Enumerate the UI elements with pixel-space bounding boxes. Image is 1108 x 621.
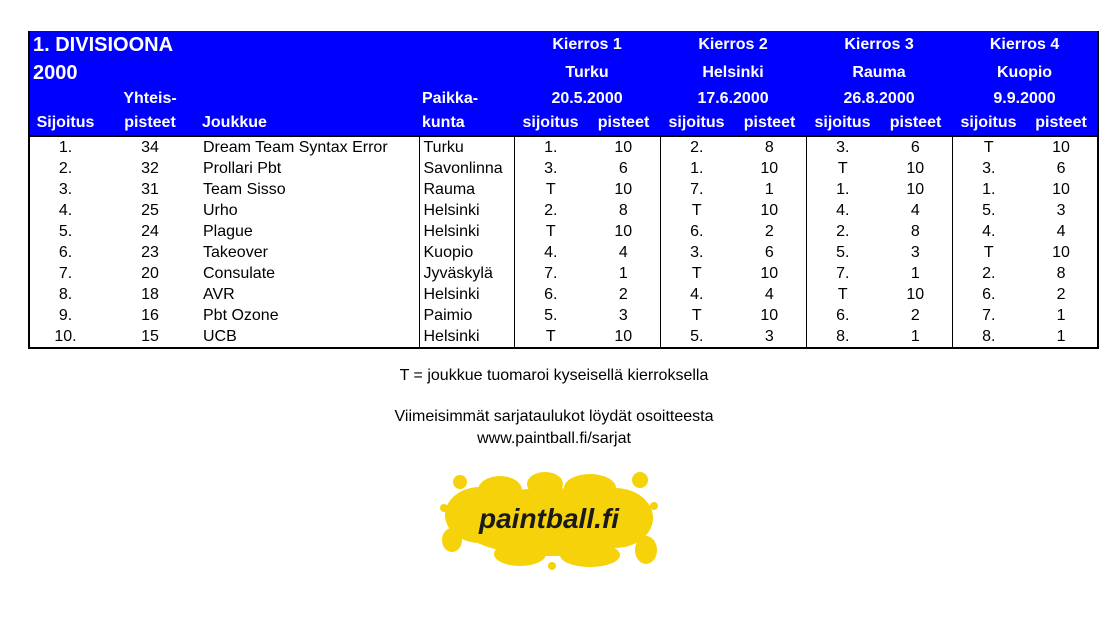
row-city: Helsinki bbox=[419, 326, 514, 348]
row-total-points: 18 bbox=[141, 285, 159, 303]
round-2-date: 17.6.2000 bbox=[660, 87, 806, 111]
row-round-4-rank: 7. bbox=[952, 305, 1025, 326]
row-round-3-points: 6 bbox=[879, 136, 952, 158]
row-round-1-points: 3 bbox=[618, 306, 628, 324]
row-round-4-rank: 3. bbox=[952, 158, 1025, 179]
round-2-sub-points: pisteet bbox=[733, 111, 806, 136]
row-round-3-points: 3 bbox=[910, 243, 920, 261]
row-rank: 1. bbox=[29, 136, 101, 158]
col-team: Joukkue bbox=[199, 111, 419, 136]
row-rank: 4. bbox=[58, 201, 73, 219]
row-round-3-rank: 5. bbox=[806, 242, 879, 263]
row-team: UCB bbox=[203, 327, 237, 345]
row-round-1-points: 1 bbox=[618, 264, 628, 282]
row-round-1-rank: 2. bbox=[514, 200, 587, 221]
row-round-3-points: 10 bbox=[906, 180, 925, 198]
row-round-4-rank: 6. bbox=[952, 284, 1025, 305]
col-city-bottom: kunta bbox=[419, 111, 514, 136]
table-row bbox=[29, 179, 1098, 200]
row-round-4-rank: 1. bbox=[952, 179, 1025, 200]
row-team: Takeover bbox=[203, 243, 268, 261]
round-3-name: Kierros 3 bbox=[806, 31, 952, 59]
row-round-4-rank: 8. bbox=[952, 326, 1025, 348]
row-total-points: 34 bbox=[101, 136, 199, 158]
row-round-2-rank: 4. bbox=[660, 284, 733, 305]
row-total-points: 16 bbox=[141, 306, 159, 324]
table-row bbox=[29, 136, 1098, 158]
row-round-1-points: 8 bbox=[618, 201, 628, 219]
row-team: Plague bbox=[203, 222, 253, 240]
row-city: Rauma bbox=[419, 179, 514, 200]
row-round-3-rank: 8. bbox=[806, 326, 879, 348]
row-team: AVR bbox=[203, 285, 235, 303]
season-year: 2000 bbox=[29, 59, 514, 87]
row-round-2-rank: 2. bbox=[660, 136, 733, 158]
latest-tables-text: Viimeisimmät sarjataulukot löydät osoitteesta bbox=[394, 408, 714, 425]
table-row bbox=[29, 242, 1098, 263]
row-round-3-points: 1 bbox=[910, 327, 920, 345]
table-header bbox=[29, 31, 1098, 136]
latest-tables-link[interactable]: www.paintball.fi/sarjat bbox=[477, 430, 631, 447]
row-round-2-points: 10 bbox=[760, 159, 779, 177]
row-round-2-rank: 1. bbox=[660, 158, 733, 179]
row-round-1-rank: 3. bbox=[514, 158, 587, 179]
row-city: Paimio bbox=[419, 305, 514, 326]
row-city: Helsinki bbox=[419, 200, 514, 221]
row-round-3-rank: 6. bbox=[806, 305, 879, 326]
row-round-4-points: 10 bbox=[1052, 243, 1070, 261]
row-city: Kuopio bbox=[419, 242, 514, 263]
row-round-4-rank: 5. bbox=[952, 200, 1025, 221]
round-2-sub-rank: sijoitus bbox=[660, 111, 733, 136]
round-4-name: Kierros 4 bbox=[952, 31, 1098, 59]
row-rank: 5. bbox=[58, 222, 73, 240]
table-row bbox=[29, 326, 1098, 348]
row-round-4-rank: T bbox=[952, 242, 1025, 263]
round-2-name: Kierros 2 bbox=[660, 31, 806, 59]
row-city: Turku bbox=[419, 136, 514, 158]
row-team: Pbt Ozone bbox=[203, 306, 279, 324]
round-1-date: 20.5.2000 bbox=[514, 87, 660, 111]
division-title: 1. DIVISIOONA bbox=[29, 31, 514, 59]
row-round-4-points: 3 bbox=[1056, 201, 1066, 219]
table-row bbox=[29, 263, 1098, 284]
round-4-sub-points: pisteet bbox=[1025, 111, 1098, 136]
row-team: Dream Team Syntax Error bbox=[199, 136, 419, 158]
row-team: Prollari Pbt bbox=[203, 159, 282, 177]
row-round-2-rank: T bbox=[660, 200, 733, 221]
table-row bbox=[29, 284, 1098, 305]
header-row-1 bbox=[29, 31, 1098, 59]
round-4-city: Kuopio bbox=[952, 59, 1098, 87]
row-round-3-rank: T bbox=[806, 284, 879, 305]
row-round-4-points: 8 bbox=[1056, 264, 1066, 282]
row-round-1-points: 2 bbox=[618, 285, 628, 303]
row-round-3-points: 2 bbox=[910, 306, 920, 324]
row-round-1-points: 10 bbox=[614, 222, 633, 240]
row-round-1-rank: 7. bbox=[514, 263, 587, 284]
round-4-sub-rank: sijoitus bbox=[952, 111, 1025, 136]
row-round-1-rank: 1. bbox=[514, 136, 587, 158]
round-1-name: Kierros 1 bbox=[514, 31, 660, 59]
row-round-1-rank: 6. bbox=[514, 284, 587, 305]
row-round-4-rank: 2. bbox=[952, 263, 1025, 284]
row-round-1-points: 10 bbox=[614, 327, 633, 345]
row-round-3-points: 8 bbox=[910, 222, 920, 240]
row-round-1-points: 6 bbox=[618, 159, 628, 177]
row-round-2-rank: 7. bbox=[660, 179, 733, 200]
row-round-4-rank: 4. bbox=[952, 221, 1025, 242]
table-row bbox=[29, 305, 1098, 326]
col-points-bottom: pisteet bbox=[101, 111, 199, 136]
row-city: Jyväskylä bbox=[419, 263, 514, 284]
row-round-1-points: 4 bbox=[618, 243, 628, 261]
row-round-4-points: 1 bbox=[1056, 327, 1066, 345]
col-points-top: Yhteis- bbox=[101, 87, 199, 111]
row-total-points: 15 bbox=[141, 327, 159, 345]
row-round-3-rank: 7. bbox=[806, 263, 879, 284]
round-4-date: 9.9.2000 bbox=[952, 87, 1098, 111]
row-rank: 3. bbox=[58, 180, 73, 198]
row-city: Savonlinna bbox=[419, 158, 514, 179]
row-round-3-rank: 4. bbox=[806, 200, 879, 221]
row-round-1-rank: 4. bbox=[514, 242, 587, 263]
row-city: Helsinki bbox=[419, 284, 514, 305]
row-team: Consulate bbox=[203, 264, 276, 282]
header-row-4 bbox=[29, 111, 1098, 136]
row-rank: 6. bbox=[58, 243, 73, 261]
row-round-3-rank: 1. bbox=[806, 179, 879, 200]
row-round-4-points: 2 bbox=[1056, 285, 1066, 303]
round-3-sub-points: pisteet bbox=[879, 111, 952, 136]
row-round-2-points: 4 bbox=[764, 285, 774, 303]
row-city: Helsinki bbox=[419, 221, 514, 242]
referee-legend: T = joukkue tuomaroi kyseisellä kierroksella bbox=[399, 367, 709, 384]
round-3-date: 26.8.2000 bbox=[806, 87, 952, 111]
row-round-2-rank: 6. bbox=[660, 221, 733, 242]
round-2-city: Helsinki bbox=[660, 59, 806, 87]
row-rank: 7. bbox=[58, 264, 73, 282]
table-row bbox=[29, 221, 1098, 242]
row-rank: 9. bbox=[58, 306, 73, 324]
paintball-logo bbox=[440, 470, 658, 570]
col-rank: Sijoitus bbox=[29, 111, 101, 136]
row-round-3-rank: 3. bbox=[806, 136, 879, 158]
row-round-4-points: 10 bbox=[1052, 180, 1070, 198]
row-round-1-points: 10 bbox=[614, 180, 633, 198]
row-round-2-points: 1 bbox=[764, 180, 774, 198]
row-round-2-points: 6 bbox=[764, 243, 774, 261]
round-3-sub-rank: sijoitus bbox=[806, 111, 879, 136]
row-total-points: 23 bbox=[141, 243, 159, 261]
row-round-1-rank: T bbox=[514, 221, 587, 242]
row-round-4-points: 4 bbox=[1056, 222, 1066, 240]
row-rank: 8. bbox=[58, 285, 73, 303]
row-round-2-points: 3 bbox=[764, 327, 774, 345]
row-team: Urho bbox=[203, 201, 238, 219]
row-round-2-points: 10 bbox=[760, 306, 779, 324]
row-round-3-rank: T bbox=[806, 158, 879, 179]
row-round-3-points: 1 bbox=[910, 264, 920, 282]
header-row-2 bbox=[29, 59, 1098, 87]
row-round-1-points: 10 bbox=[587, 136, 660, 158]
row-round-4-rank: T bbox=[952, 136, 1025, 158]
table-body bbox=[29, 136, 1098, 348]
row-round-2-points: 8 bbox=[733, 136, 806, 158]
standings-table bbox=[28, 31, 1099, 349]
round-1-sub-rank: sijoitus bbox=[514, 111, 587, 136]
round-1-sub-points: pisteet bbox=[587, 111, 660, 136]
row-round-1-rank: T bbox=[514, 326, 587, 348]
table-row bbox=[29, 200, 1098, 221]
row-round-4-points: 1 bbox=[1056, 306, 1066, 324]
row-round-2-points: 10 bbox=[760, 201, 779, 219]
table-row bbox=[29, 158, 1098, 179]
row-rank: 10. bbox=[54, 327, 77, 345]
row-total-points: 25 bbox=[141, 201, 159, 219]
row-team: Team Sisso bbox=[203, 180, 286, 198]
row-round-2-rank: 5. bbox=[660, 326, 733, 348]
row-rank: 2. bbox=[58, 159, 73, 177]
row-round-1-rank: T bbox=[514, 179, 587, 200]
row-total-points: 32 bbox=[141, 159, 159, 177]
logo-text: paintball.fi bbox=[479, 503, 619, 534]
header-spacer bbox=[29, 87, 101, 111]
row-total-points: 20 bbox=[141, 264, 159, 282]
row-round-3-points: 10 bbox=[906, 285, 925, 303]
row-round-2-points: 10 bbox=[760, 264, 779, 282]
row-round-3-points: 10 bbox=[906, 159, 925, 177]
header-spacer bbox=[199, 87, 419, 111]
row-round-3-points: 4 bbox=[910, 201, 920, 219]
header-row-3 bbox=[29, 87, 1098, 111]
row-total-points: 31 bbox=[141, 180, 159, 198]
row-round-1-rank: 5. bbox=[514, 305, 587, 326]
col-city-top: Paikka- bbox=[419, 87, 514, 111]
row-round-2-points: 2 bbox=[764, 222, 774, 240]
row-round-4-points: 10 bbox=[1025, 136, 1098, 158]
row-round-2-rank: T bbox=[660, 263, 733, 284]
row-round-2-rank: 3. bbox=[660, 242, 733, 263]
row-round-4-points: 6 bbox=[1056, 159, 1066, 177]
row-round-2-rank: T bbox=[660, 305, 733, 326]
round-1-city: Turku bbox=[514, 59, 660, 87]
row-total-points: 24 bbox=[141, 222, 159, 240]
row-round-3-rank: 2. bbox=[806, 221, 879, 242]
round-3-city: Rauma bbox=[806, 59, 952, 87]
